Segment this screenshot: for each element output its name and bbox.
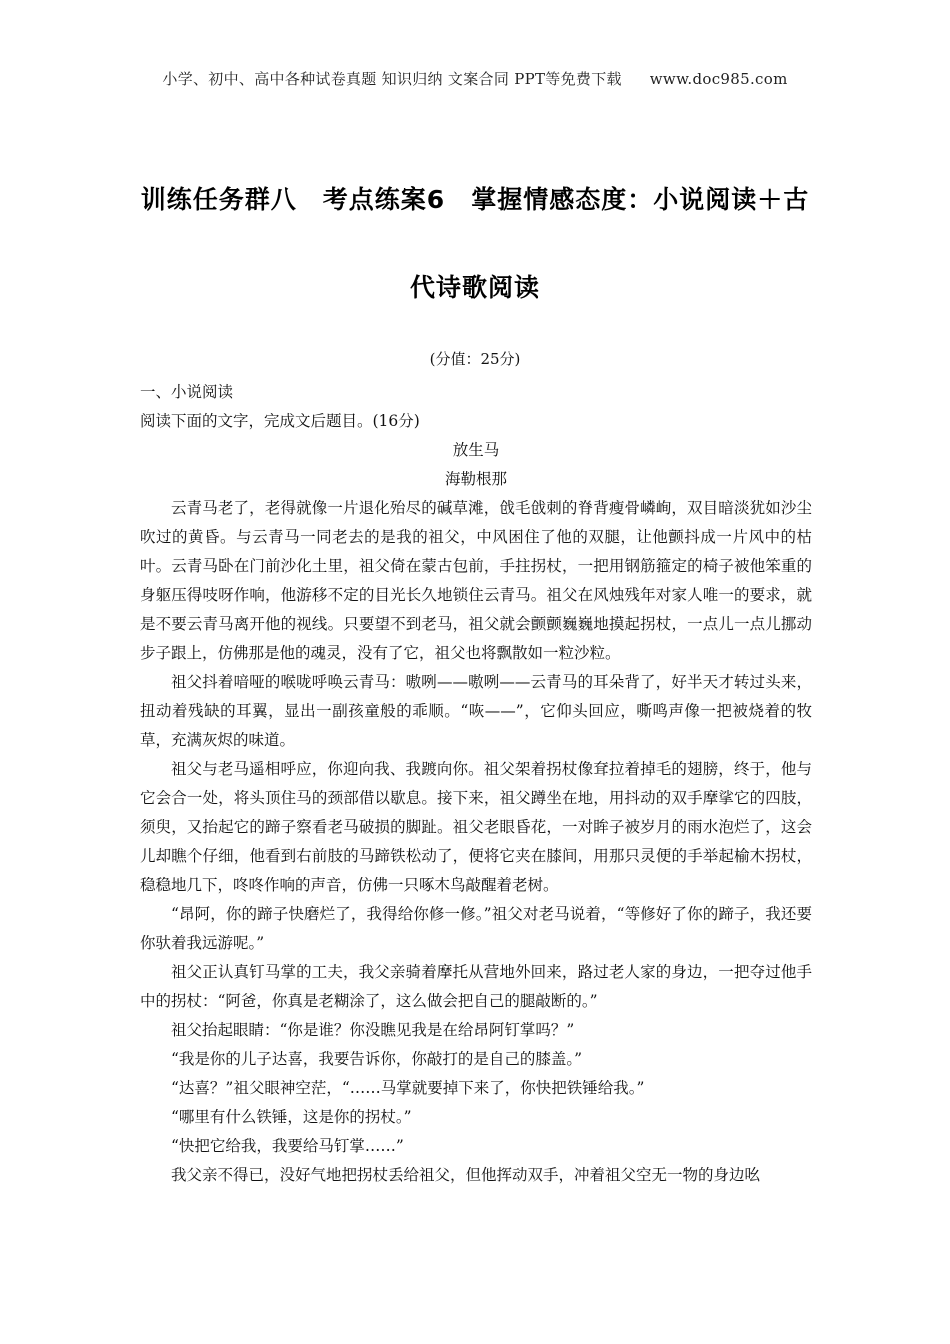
story-paragraph: “我是你的儿子达喜，我要告诉你，你敲打的是自己的膝盖。” (171, 1050, 583, 1068)
story-paragraph: “哪里有什么铁锤，这是你的拐杖。” (171, 1108, 412, 1126)
story-paragraph: 云青马老了，老得就像一片退化殆尽的碱草滩，戗毛戗刺的脊背瘦骨嶙峋，双目暗淡犹如沙尘吹过的黄昏。与云青马一同老去的是我的祖父，中风困住了他的双腿，让他颤抖成一片风中的枯叶。云青马卧在门前沙化土里，祖父倚在蒙古包前，手拄拐杖，一把用钢筋箍定的椅子被他笨重的身躯压得吱呀作响，他游移不定的目光长久地锁住云青马。祖父在风烛残年对家人唯一的要求，就是不要云青马离开他的视线。只要望不到老马，祖父就会颤颤巍巍地摸起拐杖，一点儿一点儿挪动步子跟上，仿佛那是他的魂灵，没有了它，祖父也将飘散如一粒沙粒。 (140, 499, 812, 662)
story-paragraph: 祖父抬起眼睛：“你是谁？你没瞧见我是在给昂阿钉掌吗？” (171, 1021, 575, 1039)
doc-title-line-2: 代诗歌阅读 (409, 273, 540, 302)
story-paragraph: 祖父与老马遥相呼应，你迎向我、我踱向你。祖父架着拐杖像耷拉着掉毛的翅膀，终于，他与它会合一处，将头顶住马的颈部借以歇息。接下来，祖父蹲坐在地，用抖动的双手摩挲它的四肢，须臾，又抬起它的蹄子察看老马破损的脚趾。祖父老眼昏花，一对眸子被岁月的雨水泡烂了，这会儿却瞧个仔细，他看到右前肢的马蹄铁松动了，便将它夹在膝间，用那只灵便的手举起榆木拐杖，稳稳地几下，咚咚作响的声音，仿佛一只啄木鸟敲醒着老树。 (140, 760, 812, 894)
story-paragraph: 祖父抖着喑哑的喉咙呼唤云青马：嗷咧——嗷咧——云青马的耳朵背了，好半天才转过头来，扭动着残缺的耳翼，显出一副孩童般的乖顺。“咴——”，它仰头回应，嘶鸣声像一把被烧着的牧草，充满灰烬的味道。 (140, 673, 812, 749)
section-heading: 一、小说阅读 (140, 383, 234, 401)
doc-title-line-1: 训练任务群八 考点练案6 掌握情感态度：小说阅读＋古 (140, 185, 810, 214)
reading-instruction: 阅读下面的文字，完成文后题目。(16分) (140, 412, 420, 430)
story-paragraph: “快把它给我，我要给马钉掌……” (171, 1137, 404, 1155)
header-site-link[interactable]: www.doc985.com (649, 70, 788, 88)
story-title: 放生马 (452, 441, 500, 459)
score-note: (分值：25分) (429, 350, 521, 368)
story-paragraph: “达喜？”祖父眼神空茫，“……马掌就要掉下来了，你快把铁锤给我。” (171, 1079, 645, 1097)
story-paragraph: 祖父正认真钉马掌的工夫，我父亲骑着摩托从营地外回来，路过老人家的身边，一把夺过他手中的拐杖：“阿爸，你真是老糊涂了，这么做会把自己的腿敲断的。” (140, 963, 812, 1010)
story-author: 海勒根那 (444, 470, 507, 488)
document-body (140, 378, 812, 1190)
story-paragraph: “昂阿，你的蹄子快磨烂了，我得给你修一修。”祖父对老马说着，“等修好了你的蹄子，我还要你驮着我远游呢。” (140, 905, 812, 952)
header-text: 小学、初中、高中各种试卷真题 知识归纳 文案合同 PPT等免费下载 (162, 70, 622, 88)
story-paragraph: 我父亲不得已，没好气地把拐杖丢给祖父，但他挥动双手，冲着祖父空无一物的身边吆 (171, 1166, 761, 1184)
page-header (0, 68, 950, 89)
